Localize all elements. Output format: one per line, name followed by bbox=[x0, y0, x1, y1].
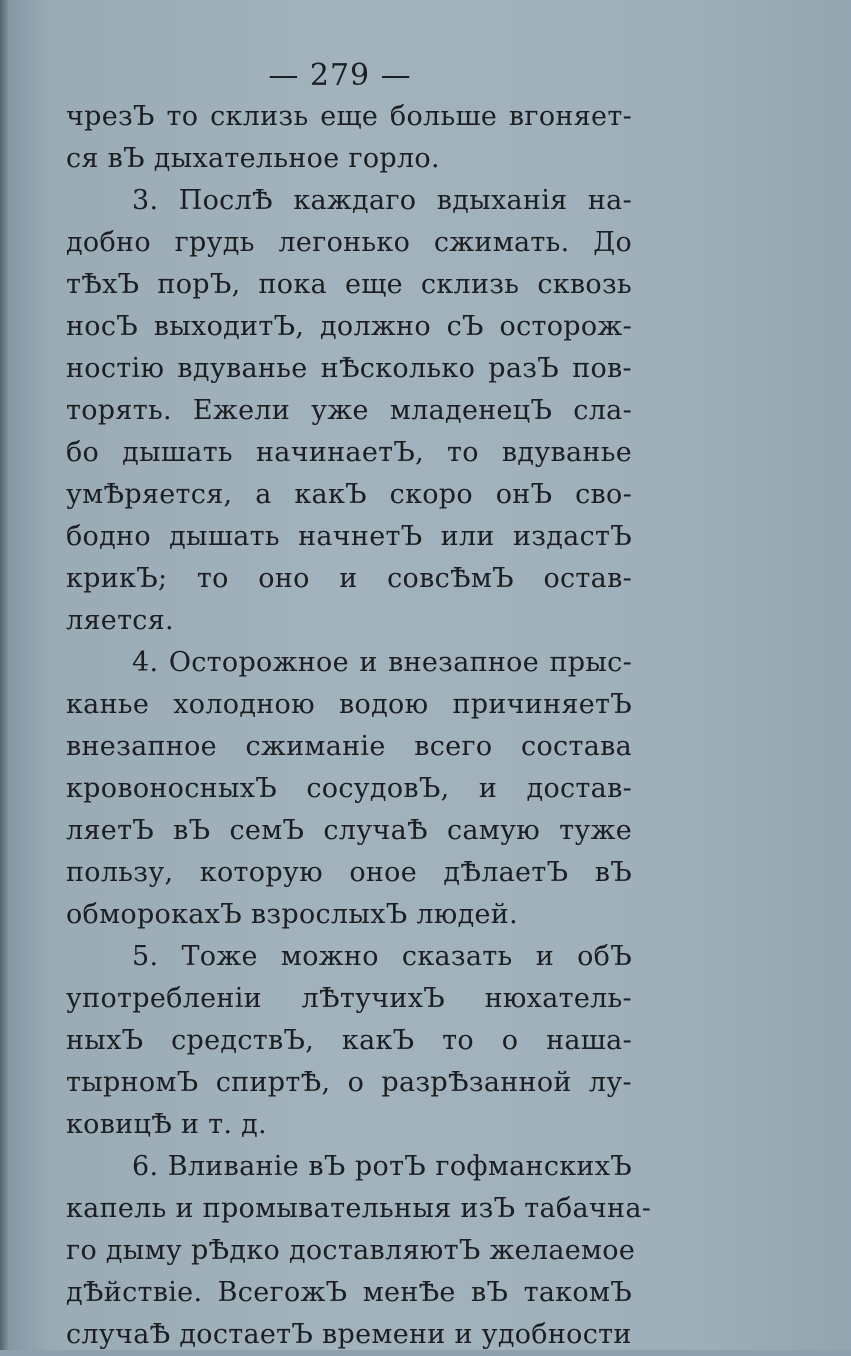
text-line: крикЪ; то оно и совсѢмЪ остав- bbox=[66, 563, 632, 594]
text-line: случаѢ достаетЪ времени и удобности bbox=[66, 1319, 632, 1350]
paragraph bbox=[66, 180, 632, 642]
paragraphs bbox=[66, 96, 652, 1356]
paragraph bbox=[66, 642, 632, 936]
text-line: чрезЪ то склизь еще больше вгоняет- bbox=[66, 101, 632, 132]
text-line: канье холодною водою причиняетЪ bbox=[66, 689, 632, 720]
text-line: ностію вдуванье нѢсколько разЪ пов- bbox=[66, 353, 632, 384]
paragraph bbox=[66, 96, 632, 180]
text-line: носЪ выходитЪ, должно сЪ осторож- bbox=[66, 311, 632, 342]
paragraph bbox=[66, 936, 632, 1146]
text-line: ляется. bbox=[66, 605, 174, 636]
text-line: употребленіи лѢтучихЪ нюхатель- bbox=[66, 983, 632, 1014]
text-line: 5. Тоже можно сказать и обЪ bbox=[132, 941, 632, 972]
text-line: бодно дышать начнетЪ или издастЪ bbox=[66, 521, 632, 552]
text-line: капель и промывательныя изЪ табачна- bbox=[66, 1193, 652, 1224]
text-line: обморокахЪ взрослыхЪ людей. bbox=[66, 899, 518, 930]
text-line: тѢхЪ порЪ, пока еще склизь сквозь bbox=[66, 269, 632, 300]
page-number: — 279 — bbox=[268, 58, 412, 93]
text-line: умѢряется, а какЪ скоро онЪ сво- bbox=[66, 479, 632, 510]
text-line: го дыму рѢдко доставляютЪ желаемое bbox=[66, 1235, 636, 1266]
text-line: дѢйствіе. ВсегожЪ менѢе вЪ такомЪ bbox=[66, 1277, 632, 1308]
text-line: 4. Осторожное и внезапное прыс- bbox=[132, 647, 632, 678]
text-line: ся вЪ дыхательное горло. bbox=[66, 143, 440, 174]
text-line: 3. ПослѢ каждаго вдыханія на- bbox=[132, 185, 632, 216]
text-line: тырномЪ спиртѢ, о разрѢзанной лу- bbox=[66, 1067, 632, 1098]
text-line: 6. Вливаніе вЪ ротЪ гофманскихЪ bbox=[132, 1151, 632, 1182]
page-gutter-shadow bbox=[0, 0, 10, 1350]
text-line: добно грудь легонько сжимать. До bbox=[66, 227, 632, 258]
text-line: ныхЪ средствЪ, какЪ то о наша- bbox=[66, 1025, 632, 1056]
text-line: ляетЪ вЪ семЪ случаѢ самую туже bbox=[66, 815, 632, 846]
text-line: кровоносныхЪ сосудовЪ, и достав- bbox=[66, 773, 632, 804]
page-text-block bbox=[66, 56, 652, 1356]
text-line: торять. Ежели уже младенецЪ сла- bbox=[66, 395, 632, 426]
text-line: бо дышать начинаетЪ, то вдуванье bbox=[66, 437, 632, 468]
text-line: внезапное сжиманіе всего состава bbox=[66, 731, 632, 762]
paragraph bbox=[66, 1146, 652, 1356]
text-line: пользу, которую оное дѢлаетЪ вЪ bbox=[66, 857, 632, 888]
text-line: ковицѢ и т. д. bbox=[66, 1109, 267, 1140]
